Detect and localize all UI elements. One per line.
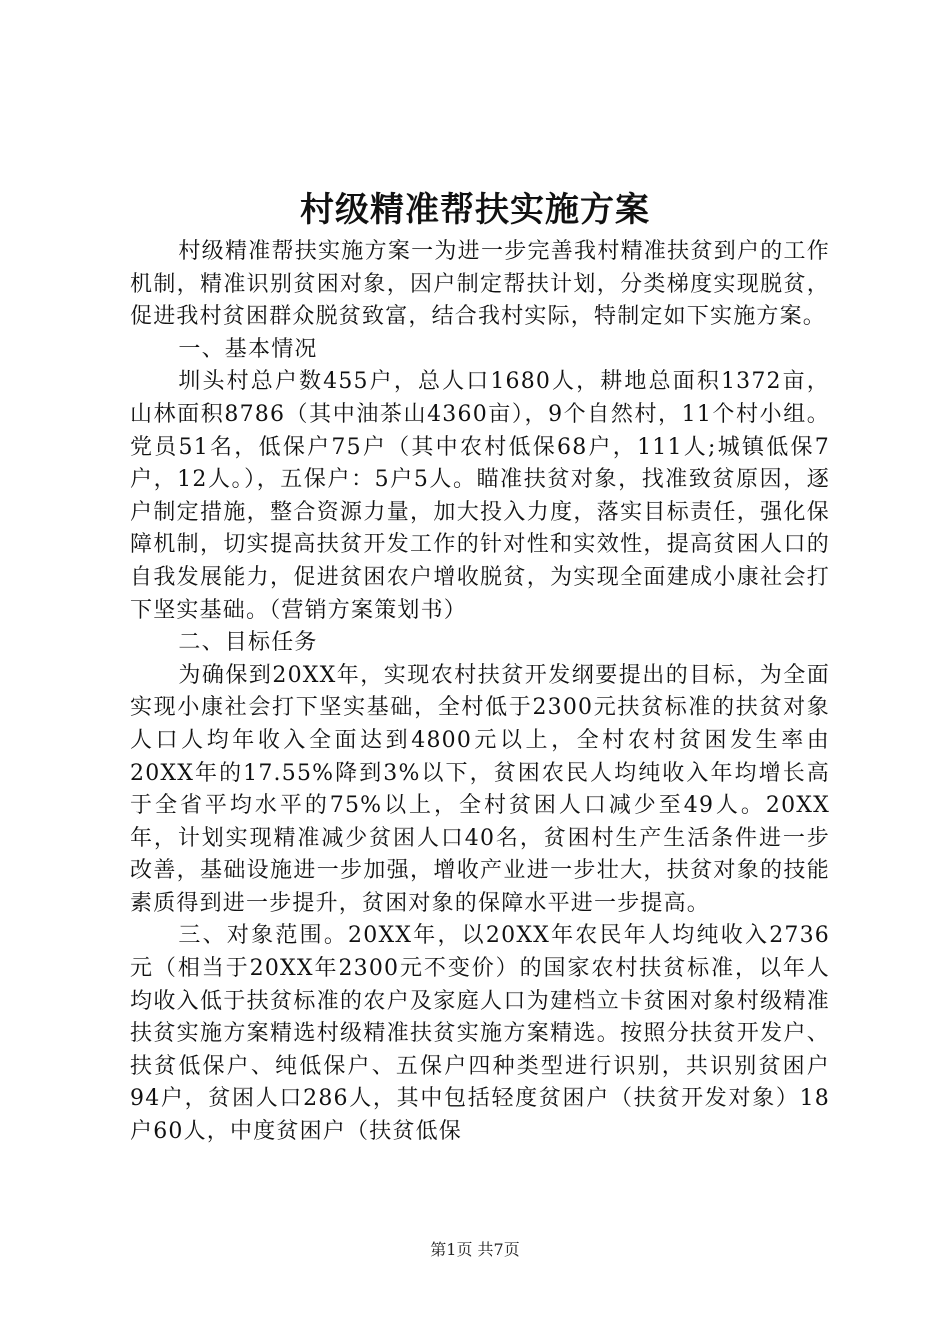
section-heading-goals: 二、目标任务 <box>178 630 318 656</box>
section-heading-basic-info: 一、基本情况 <box>178 336 318 362</box>
page-footer: 第1页 共7页 <box>430 1240 520 1259</box>
document-body <box>130 236 830 1149</box>
intro-paragraph: 村级精准帮扶实施方案一为进一步完善我村精准扶贫到户的工作机制，精准识别贫困对象，因户制定帮扶计划，分类梯度实现脱贫，促进我村贫困群众脱贫致富，结合我村实际，特制定如下实施方案。 <box>130 239 830 330</box>
goals-paragraph: 为确保到20XX年，实现农村扶贫开发纲要提出的目标，为全面实现小康社会打下坚实基础，全村低于2300元扶贫标准的扶贫对象人口人均年收入全面达到4800元以上，全村农村贫困发生率由20XX年的17.55%降到3%以下，贫困农民人均纯收入年均增长高于全省平均水平的75%以上，全村贫困人口减少至49人。20XX年，计划实现精准减少贫困人口40名，贫困村生产生活条件进一步改善，基础设施进一步加强，增收产业进一步壮大，扶贫对象的技能素质得到进一步提升，贫困对象的保障水平进一步提高。 <box>130 662 830 916</box>
basic-info-paragraph: 圳头村总户数455户，总人口1680人，耕地总面积1372亩，山林面积8786（其中油茶山4360亩），9个自然村，11个村小组。党员51名，低保户75户（其中农村低保68户，111人;城镇低保7户，12人。），五保户：5户5人。瞄准扶贫对象，找准致贫原因，逐户制定措施，整合资源力量，加大投入力度，落实目标责任，强化保障机制，切实提高扶贫开发工作的针对性和实效性，提高贫困人口的自我发展能力，促进贫困农户增收脱贫，为实现全面建成小康社会打下坚实基础。（营销方案策划书） <box>130 369 830 623</box>
scope-paragraph: 三、对象范围。20XX年，以20XX年农民年人均纯收入2736元（相当于20XX年2300元不变价）的国家农村扶贫标准，以年人均收入低于扶贫标准的农户及家庭人口为建档立卡贫困对象村级精准扶贫实施方案精选村级精准扶贫实施方案精选。按照分扶贫开发户、扶贫低保户、纯低保户、五保户四种类型进行识别，共识别贫困户94户，贫困人口286人，其中包括轻度贫困户（扶贫开发对象）18户60人，中度贫困户（扶贫低保 <box>130 923 830 1145</box>
document-title: 村级精准帮扶实施方案 <box>300 190 650 230</box>
